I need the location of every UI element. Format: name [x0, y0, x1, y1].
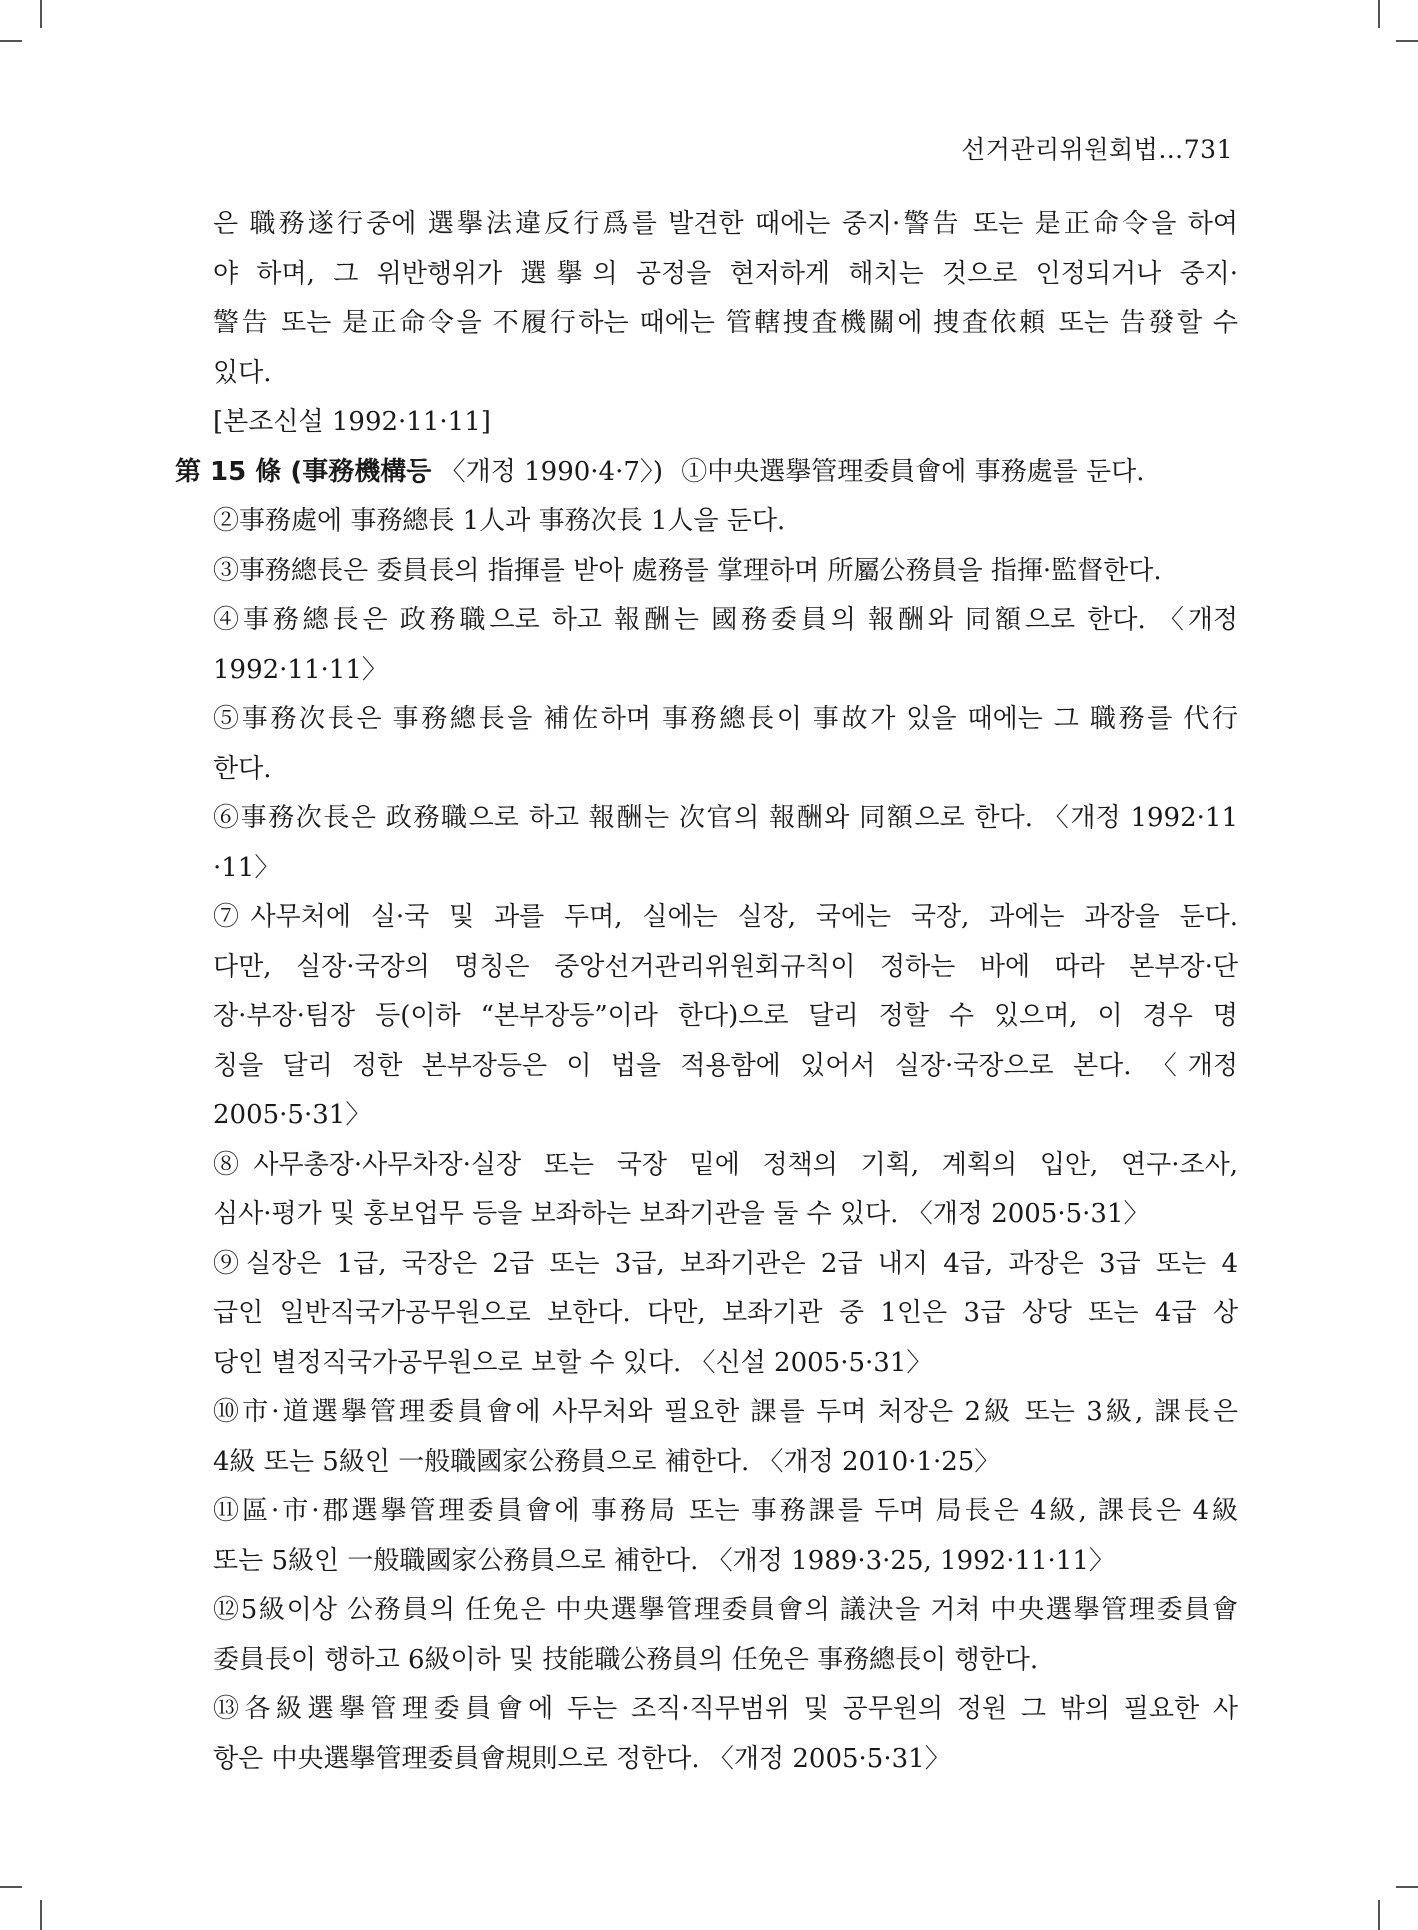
crop-mark-top-left	[40, 0, 42, 28]
clause-line: ③事務總長은 委員長의 指揮를 받아 處務를 掌理하며 所屬公務員을 指揮·監督한다.	[213, 555, 1162, 586]
clause-line: ④事務總長은 政務職으로 하고 報酬는 國務委員의 報酬와 同額으로 한다. 〈개정	[213, 605, 1238, 635]
clause-list	[213, 497, 1238, 1784]
clause-line: 심사·평가 및 홍보업무 등을 보좌하는 보좌기관을 둘 수 있다. 〈개정 2005·5·31〉	[213, 1199, 1150, 1229]
crop-mark-top-left-h	[0, 40, 22, 42]
clause-line: 급인 일반직국가공무원으로 보한다. 다만, 보좌기관 중 1인은 3급 상당 또는 4급 상	[213, 1298, 1238, 1328]
crop-mark-bottom-right-h	[1396, 1886, 1418, 1888]
clause-line: 칭을 달리 정한 본부장등은 이 법을 적용함에 있어서 실장·국장으로 본다. 〈개정	[213, 1050, 1238, 1081]
clause-line: 항은 中央選擧管理委員會規則으로 정한다. 〈개정 2005·5·31〉	[213, 1743, 951, 1774]
clause-line: ⑬各級選擧管理委員會에 두는 조직·직무범위 및 공무원의 정원 그 밖의 필요한 사	[213, 1694, 1238, 1724]
article-heading	[175, 448, 1238, 498]
article-first-clause: ①中央選擧管理委員會에 事務處를 둔다.	[681, 456, 1145, 487]
clause-line: 한다.	[213, 753, 272, 784]
crop-mark-bottom-left-h	[0, 1886, 22, 1888]
clause-line: ⑦사무처에 실·국 및 과를 두며, 실에는 실장, 국에는 국장, 과에는 과장을 둔다.	[213, 902, 1238, 932]
clause	[213, 1141, 1238, 1240]
clause-line: 1992·11·11〉	[213, 654, 388, 685]
clause	[213, 1240, 1238, 1389]
clause-line: 당인 별정직국가공무원으로 보할 수 있다. 〈신설 2005·5·31〉	[213, 1347, 933, 1378]
clause	[213, 1685, 1238, 1784]
continuation-paragraph	[213, 200, 1238, 448]
text-line: 은 職務遂行중에 選擧法違反行爲를 발견한 때에는 중지·警告 또는 是正命令을 하여	[213, 209, 1238, 239]
clause-line: 4級 또는 5級인 一般職國家公務員으로 補한다. 〈개정 2010·1·25〉	[213, 1446, 1001, 1477]
clause-line: ②事務處에 事務總長 1人과 事務次長 1人을 둔다.	[213, 506, 786, 536]
clause-line: ⑤事務次長은 事務總長을 補佐하며 事務總長이 事故가 있을 때에는 그 職務를 代行	[213, 704, 1238, 734]
running-header: 선거관리위원회법…731	[961, 135, 1233, 164]
clause-line: ⑧사무총장·사무차장·실장 또는 국장 밑에 정책의 기획, 계획의 입안, 연구·조사,	[213, 1149, 1238, 1180]
clause-line: 장·부장·팀장 등(이하 “본부장등”이라 한다)으로 달리 정할 수 있으며, 이 경우 명	[213, 1001, 1238, 1031]
crop-mark-top-right-h	[1396, 40, 1418, 42]
history-note: [본조신설 1992·11·11]	[213, 407, 491, 437]
clause	[213, 695, 1238, 794]
crop-mark-bottom-right	[1378, 1900, 1380, 1930]
crop-mark-bottom-left	[40, 1900, 42, 1930]
clause-line: ⑩市·道選擧管理委員會에 사무처와 필요한 課를 두며 처장은 2級 또는 3級, 課長은	[213, 1397, 1238, 1427]
clause-line: ⑫5級이상 公務員의 任免은 中央選擧管理委員會의 議決을 거쳐 中央選擧管理委員會	[213, 1595, 1238, 1625]
clause-line: 委員長이 행하고 6級이하 및 技能職公務員의 任免은 事務總長이 행한다.	[213, 1644, 1039, 1675]
clause-line: ⑥事務次長은 政務職으로 하고 報酬는 次官의 報酬와 同額으로 한다. 〈개정 1992·11	[213, 803, 1238, 833]
clause	[213, 1586, 1238, 1685]
clause	[213, 794, 1238, 893]
clause-line: ⑨실장은 1급, 국장은 2급 또는 3급, 보좌기관은 2급 내지 4급, 과장은 3급 또는 4	[213, 1248, 1238, 1279]
clause	[213, 547, 1238, 597]
text-line: 警告 또는 是正命令을 不履行하는 때에는 管轄捜査機關에 捜査依頼 또는 告發할 수	[213, 308, 1238, 338]
clause-line: 또는 5級인 一般職國家公務員으로 補한다. 〈개정 1989·3·25, 1992·11·11〉	[213, 1545, 1115, 1576]
page-body	[175, 200, 1238, 1784]
article-amend-note: 〈개정 1990·4·7〉)	[439, 456, 664, 487]
text-line: 야 하며, 그 위반행위가 選擧의 공정을 현저하게 해치는 것으로 인정되거나 중지·	[213, 258, 1238, 289]
clause	[213, 1487, 1238, 1586]
clause	[213, 1388, 1238, 1487]
clause	[213, 497, 1238, 547]
clause-line: ·11〉	[213, 852, 281, 883]
clause	[213, 596, 1238, 695]
crop-mark-top-right	[1378, 0, 1380, 28]
clause	[213, 893, 1238, 1141]
article-title: 第 15 條 (事務機構등	[175, 456, 432, 487]
clause-line: 다만, 실장·국장의 명칭은 중앙선거관리위원회규칙이 정하는 바에 따라 본부장·단	[213, 951, 1238, 982]
clause-line: 2005·5·31〉	[213, 1100, 372, 1130]
clause-line: ⑪區·市·郡選擧管理委員會에 事務局 또는 事務課를 두며 局長은 4級, 課長은 4級	[213, 1496, 1238, 1526]
text-line: 있다.	[213, 357, 272, 388]
